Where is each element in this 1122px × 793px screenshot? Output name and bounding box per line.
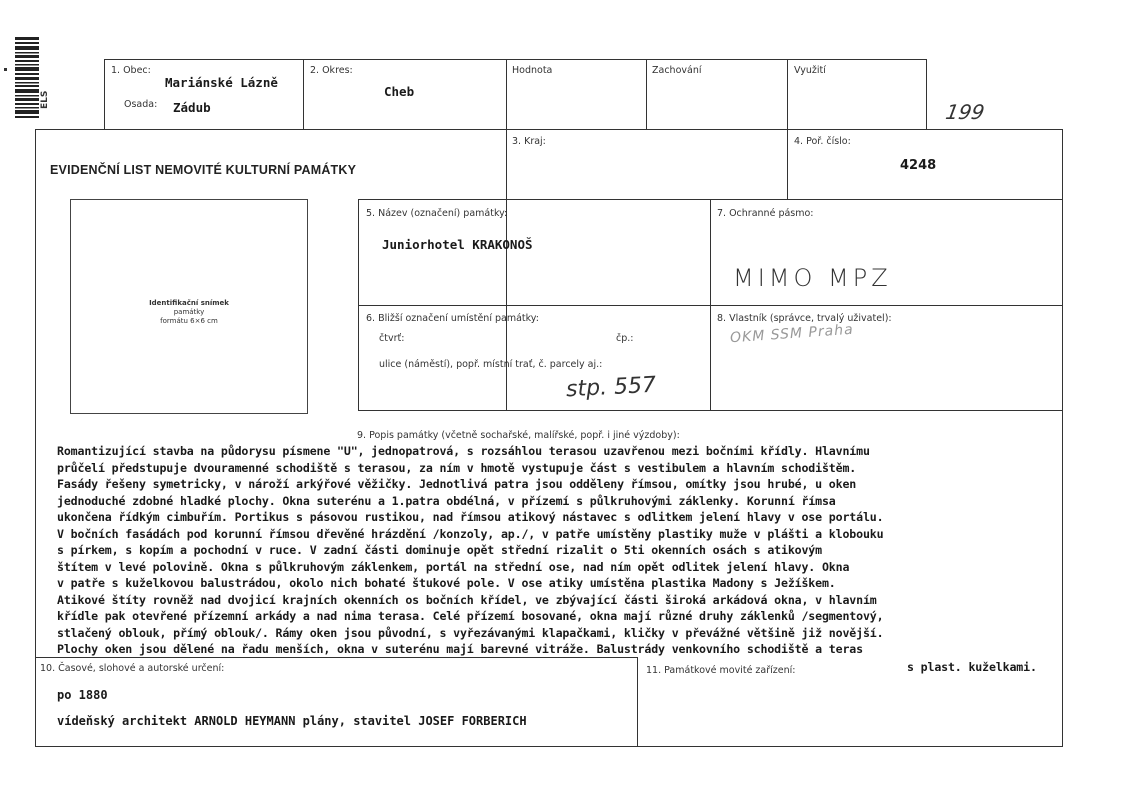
popis-label: 9. Popis památky (včetně sochařské, malířské, popř. i jiné výzdoby): [357, 430, 680, 441]
photo-caption-1: Identifikační snímek [149, 299, 229, 307]
casove-line-1: po 1880 [57, 688, 108, 702]
form-title: EVIDENČNÍ LIST NEMOVITÉ KULTURNÍ PAMÁTKY [50, 163, 357, 177]
obec-value: Mariánské Lázně [165, 75, 278, 90]
description-line: Plochy oken jsou dělené na řadu menších, okna v suterénu mají barevné vitráže. Balustrády venkovního schodiště a teras [57, 642, 863, 656]
description-continuation: s plast. kuželkami. [907, 660, 1037, 674]
description-line: křídle pak otevřené přízemní arkády a nad nima terasa. Celé přízemí bosované, okna mají různé druhy záklenků /segmentový, [57, 609, 884, 623]
handwritten-number: 199 [943, 100, 987, 124]
footer-top [35, 657, 638, 658]
ulice-label: ulice (náměstí), popř. místní trať, č. parcely aj.: [379, 359, 603, 370]
footer-bottom [35, 746, 1063, 747]
umisteni-label: 6. Bližší označení umístění památky: [366, 313, 539, 324]
form-outer-right [1062, 129, 1063, 747]
cp-label: čp.: [616, 333, 634, 344]
description-line: průčelí předstupuje dvouramenné schodiště s terasou, za ním v hmotě vystupuje část s vestibulem a hlavním schodištěm. [57, 460, 857, 475]
photo-caption-2: památky [173, 308, 205, 316]
osada-label: Osada: [124, 99, 158, 110]
header-left-border [104, 59, 105, 129]
vyuziti-label: Využití [794, 65, 826, 76]
description-line: Romantizující stavba na půdorysu písmene "U", jednopatrová, s rozsáhlou terasou uzavřenou mezi bočními křídly. Hlavnímu [57, 444, 870, 458]
description-line: s pírkem, s kopím a pochodní v ruce. V zadní části dominuje opět střední rizalit o 5ti okenních osách s atikovým [57, 543, 822, 557]
ochranne-label: 7. Ochranné pásmo: [717, 208, 814, 219]
description-line: jednoduché zdobné hladké plochy. Okna suterénu a 1.patra obdélná, v přízemí s půlkruhovými záklenky. Korunní římsa [57, 493, 836, 508]
description-line: Fasády řešeny symetricky, v nároží arkýřové věžičky. Jednotlivá patra jsou odděleny římsou, omítky jsou hrubé, u oken [57, 477, 857, 491]
fields-bottom [358, 410, 1062, 411]
footer-left [35, 657, 36, 747]
form-outer-top [35, 129, 1063, 130]
obec-label: 1. Obec: [111, 65, 151, 76]
okres-value: Cheb [384, 84, 415, 99]
nazev-label: 5. Název (označení) památky: [366, 208, 508, 219]
form-outer-left [35, 129, 36, 657]
description-line: Atikové štíty rovněž nad dvojicí krajních okenních os bočních křídel, ve zbývající části široká arkádová okna, v hlavním [57, 592, 877, 607]
description-line: v patře s kuželkovou balustrádou, okolo nich bohaté štukové pole. V ose atiky umístěna plastika Madony s Ježíškem. [57, 576, 836, 590]
header-divider-1 [303, 59, 304, 129]
fields-middle-h [358, 305, 1062, 306]
osada-value: Zádub [173, 100, 211, 115]
description-line: V bočních fasádách pod korunní římsou dřevěné hrázdění /konzoly, ap./, v patře umístěny plastiky muže v plášti a klobouku [57, 526, 884, 541]
photo-caption-3: formátu 6×6 cm [160, 317, 218, 325]
description-line: ukončena řídkým cimbuřím. Portikus s pásovou rustikou, nad římsou atikový nástavec s odlitkem jelení hlavy v ose portálu. [57, 510, 884, 524]
okres-label: 2. Okres: [310, 65, 353, 76]
description-line: štítem v levé polovině. Okna s půlkruhovým záklenkem, portál na střední ose, nad ním opět odlitek jelení hlavy. Okna [57, 559, 850, 574]
zachovani-label: Zachování [652, 65, 702, 76]
barcode [15, 37, 53, 123]
casove-line-2: vídeňský architekt ARNOLD HEYMANN plány, stavitel JOSEF FORBERICH [57, 714, 527, 728]
vlastnik-label: 8. Vlastník (správce, trvalý uživatel): [717, 313, 892, 324]
movite-label: 11. Památkové movité zařízení: [646, 665, 796, 676]
photo-placeholder [70, 199, 308, 414]
hodnota-label: Hodnota [512, 65, 553, 76]
casove-label: 10. Časové, slohové a autorské určení: [40, 663, 225, 674]
header-divider-3 [646, 59, 647, 129]
ctvrt-label: čtvrť: [379, 333, 405, 344]
barcode-label: ELS [40, 90, 50, 109]
header-divider-5 [926, 59, 927, 129]
por-cislo-label: 4. Poř. číslo: [794, 136, 851, 147]
ochranne-value: MIMO MPZ [733, 264, 892, 292]
description-line: stlačený oblouk, přímý oblouk/. Rámy oken jsou původní, s vyřezávanými klapačkami, kličky v převážné většině již novější. [57, 625, 884, 640]
mark [4, 68, 7, 71]
vlastnik-value: OKM SSM Praha [729, 321, 855, 347]
kraj-label: 3. Kraj: [512, 136, 546, 147]
header-top-border [104, 59, 927, 60]
por-cislo-value: 4248 [900, 158, 937, 173]
nazev-value: Juniorhotel KRAKONOŠ [382, 237, 533, 252]
footer-divider [637, 657, 638, 747]
parcela-value: stp. 557 [565, 372, 657, 403]
